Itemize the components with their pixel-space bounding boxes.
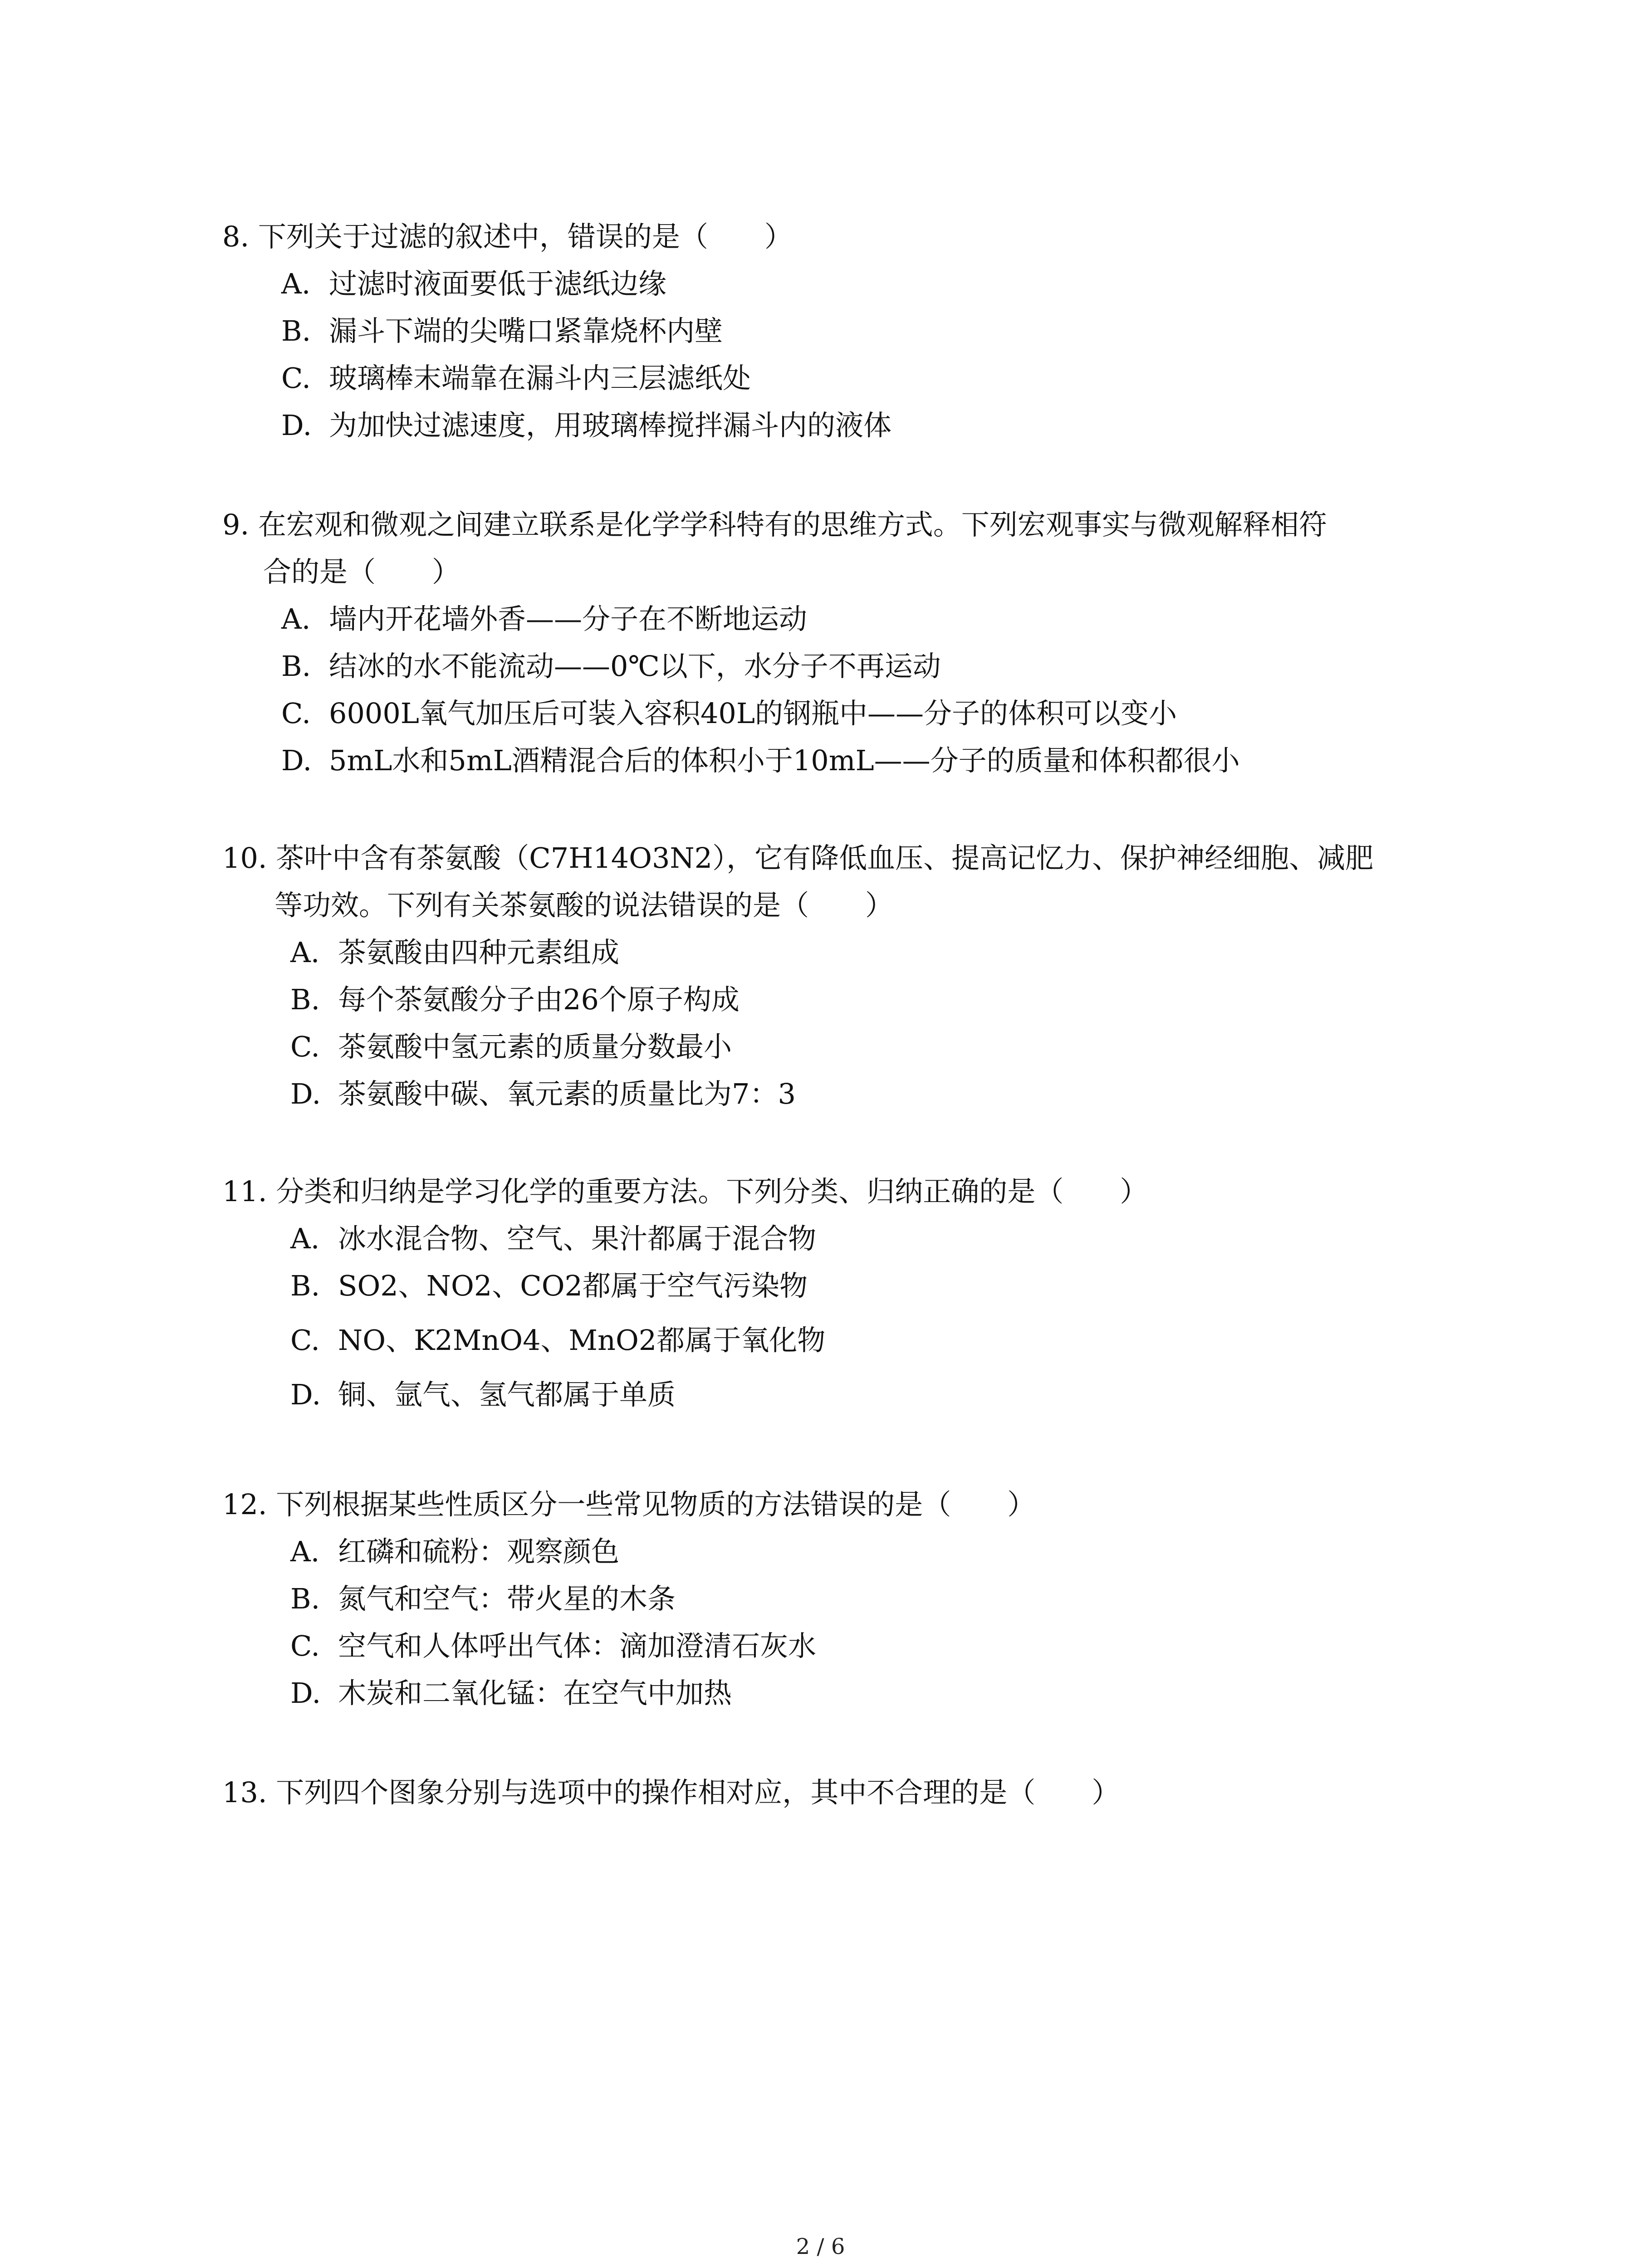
option-b: B. SO2、NO2、CO2都属于空气污染物 [290,1269,808,1302]
option-c: C. NO、K2MnO4、MnO2都属于氧化物 [290,1324,826,1357]
option-d: D. 为加快过滤速度，用玻璃棒搅拌漏斗内的液体 [281,409,892,442]
options-list [222,260,1456,449]
option-a: A. 茶氨酸由四种元素组成 [290,936,620,969]
question-stem: 12. 下列根据某些性质区分一些常见物质的方法错误的是（ ） [222,1488,1036,1521]
question-13 [222,1769,1456,1816]
question-stem: 10. 茶叶中含有茶氨酸（C7H14O3N2），它有降低血压、提高记忆力、保护神经细胞、减肥 [222,841,1374,875]
option-a: A. 墙内开花墙外香——分子在不断地运动 [281,602,808,635]
option-c: C. 玻璃棒末端靠在漏斗内三层滤纸处 [281,362,751,395]
option-a: A. 红磷和硫粉：观察颜色 [290,1535,620,1568]
options-list [222,1528,1456,1717]
question-stem: 13. 下列四个图象分别与选项中的操作相对应，其中不合理的是（ ） [222,1776,1120,1809]
option-b: B. 每个茶氨酸分子由26个原子构成 [290,983,740,1016]
option-a: A. 冰水混合物、空气、果汁都属于混合物 [290,1222,817,1255]
option-c: C. 茶氨酸中氢元素的质量分数最小 [290,1030,732,1063]
question-9 [222,501,1456,784]
option-d: D. 茶氨酸中碳、氧元素的质量比为7：3 [290,1077,796,1110]
option-d: D. 铜、氩气、氢气都属于单质 [290,1378,676,1411]
question-12 [222,1481,1456,1717]
option-a: A. 过滤时液面要低于滤纸边缘 [281,267,667,300]
options-list [222,1215,1456,1418]
options-list [222,929,1456,1118]
question-8 [222,213,1456,449]
question-10 [222,835,1456,1118]
question-stem: 11. 分类和归纳是学习化学的重要方法。下列分类、归纳正确的是（ ） [222,1175,1148,1208]
question-11 [222,1168,1456,1418]
question-stem-continued: 等功效。下列有关茶氨酸的说法错误的是（ ） [274,889,894,922]
option-b: B. 漏斗下端的尖嘴口紧靠烧杯内壁 [281,314,723,347]
option-d: D. 5mL水和5mL酒精混合后的体积小于10mL——分子的质量和体积都很小 [281,744,1240,777]
question-stem-continued: 合的是（ ） [263,555,460,588]
option-c: C. 6000L氧气加压后可装入容积40L的钢瓶中——分子的体积可以变小 [281,697,1177,730]
options-list [222,596,1456,784]
option-d: D. 木炭和二氧化锰：在空气中加热 [290,1677,732,1710]
question-stem: 8. 下列关于过滤的叙述中，错误的是（ ） [222,220,793,253]
option-b: B. 氮气和空气：带火星的木条 [290,1582,676,1615]
question-stem: 9. 在宏观和微观之间建立联系是化学学科特有的思维方式。下列宏观事实与微观解释相符 [222,508,1327,541]
page-number: 2 / 6 [796,2234,845,2259]
option-c: C. 空气和人体呼出气体：滴加澄清石灰水 [290,1629,817,1662]
option-b: B. 结冰的水不能流动——0℃以下，水分子不再运动 [281,650,941,683]
